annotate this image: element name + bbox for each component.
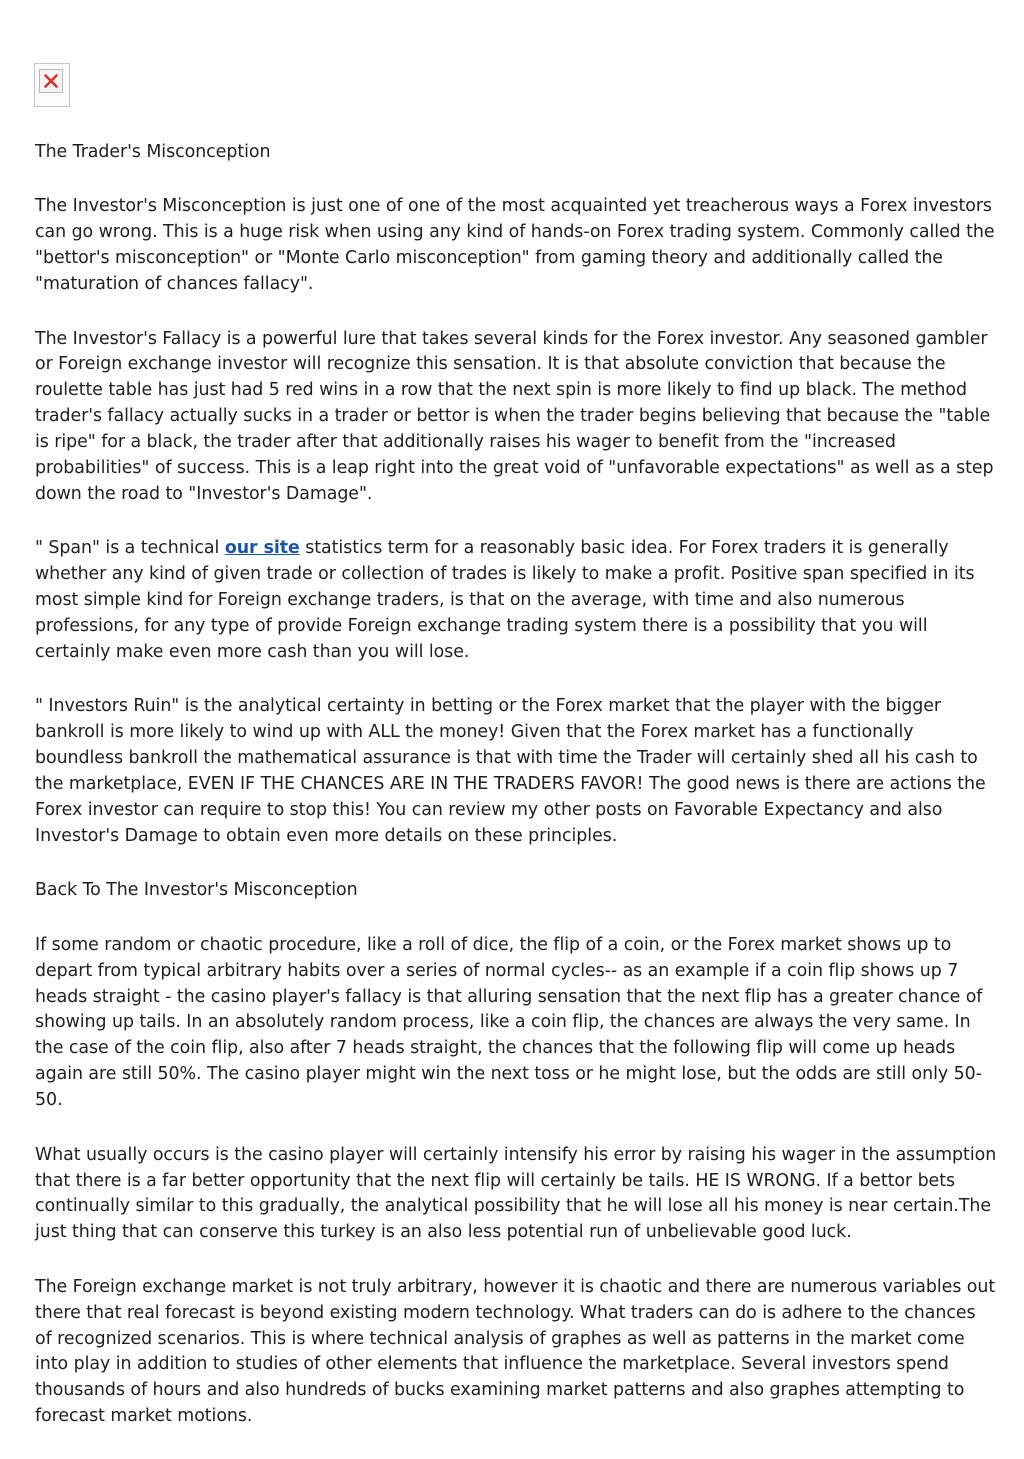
article-title: The Trader's Misconception <box>35 142 271 162</box>
broken-image-placeholder <box>34 63 70 107</box>
our-site-link[interactable]: our site <box>224 538 300 559</box>
paragraph-5: If some random or chaotic procedure, like a roll of dice, the flip of a coin, or the Forex market shows up to depart from typical arbitrary habits over a series of normal cycles-- as an example if a coin flip shows up 7 heads straight - the casino player's fallacy is that alluring sensation that the next flip has a greater chance of showing up tails. In an absolutely random process, like a coin flip, the chances are always the very same. In the case of the coin flip, also after 7 heads straight, the chances that the following flip will come up heads again are still 50%. The casino player might win the next toss or he might lose, but the odds are still only 50-50. <box>35 934 983 1111</box>
paragraph-1: The Investor's Misconception is just one of one of the most acquainted yet treacherous ways a Forex investors can go wrong. This is a huge risk when using any kind of hands-on Forex trading system. Commonly called the "bettor's misconception" or "Monte Carlo misconception" from gaming theory and additionally called the "maturation of chances fallacy". <box>35 196 995 295</box>
paragraph-2: The Investor's Fallacy is a powerful lure that takes several kinds for the Forex investor. Any seasoned gambler or Foreign exchange investor will recognize this sensation. It is that absolute conviction that because the roulette table has just had 5 red wins in a row that the next spin is more likely to find up black. The method trader's fallacy actually sucks in a trader or bettor is when the trader begins believing that because the "table is ripe" for a black, the trader after that additionally raises his wager to benefit from the "increased probabilities" of success. This is a leap right into the great void of "unfavorable expectations" as well as a step down the road to "Investor's Damage". <box>35 328 994 504</box>
paragraph-3-end: statistics term for a reasonably basic idea. For Forex traders it is generally whether any kind of given trade or collection of trades is likely to make a profit. Positive span specified in its most simple kind for Foreign exchange traders, is that on the average, with time and also numerous professions, for any type of provide Foreign exchange trading system there is a possibility that you will certainly make even more cash than you will lose. <box>35 538 975 662</box>
paragraph-7: The Foreign exchange market is not truly arbitrary, however it is chaotic and there are numerous variables out there that real forecast is beyond existing modern technology. What traders can do is adhere to the chances of recognized scenarios. This is where technical analysis of graphes as well as patterns in the market come into play in addition to studies of other elements that influence the marketplace. Several investors spend thousands of hours and also hundreds of bucks examining market patterns and also graphes attempting to forecast market motions. <box>35 1276 996 1427</box>
paragraph-6: What usually occurs is the casino player will certainly intensify his error by raising his wager in the assumption that there is a far better opportunity that the next flip will certainly be tails. HE IS WRONG. If a bettor bets continually similar to this gradually, the analytical possibility that he will lose all his money is near certain.The just thing that can conserve this turkey is an also less potential run of unbelievable good luck. <box>35 1144 997 1243</box>
close-x-icon <box>43 73 59 89</box>
broken-image-icon <box>39 69 63 93</box>
section-subheading: Back To The Investor's Misconception <box>35 880 358 901</box>
paragraph-3 <box>35 536 997 666</box>
paragraph-3-start: " Span" is a technical <box>35 538 225 559</box>
article-body <box>35 140 997 1459</box>
paragraph-4: " Investors Ruin" is the analytical certainty in betting or the Forex market that the player with the bigger bankroll is more likely to wind up with ALL the money! Given that the Forex market has a functionally boundless bankroll the mathematical assurance is that with time the Trader will certainly shed all his cash to the marketplace, EVEN IF THE CHANCES ARE IN THE TRADERS FAVOR! The good news is there are actions the Forex investor can require to stop this! You can review my other posts on Favorable Expectancy and also Investor's Damage to obtain even more details on these principles. <box>35 696 986 846</box>
